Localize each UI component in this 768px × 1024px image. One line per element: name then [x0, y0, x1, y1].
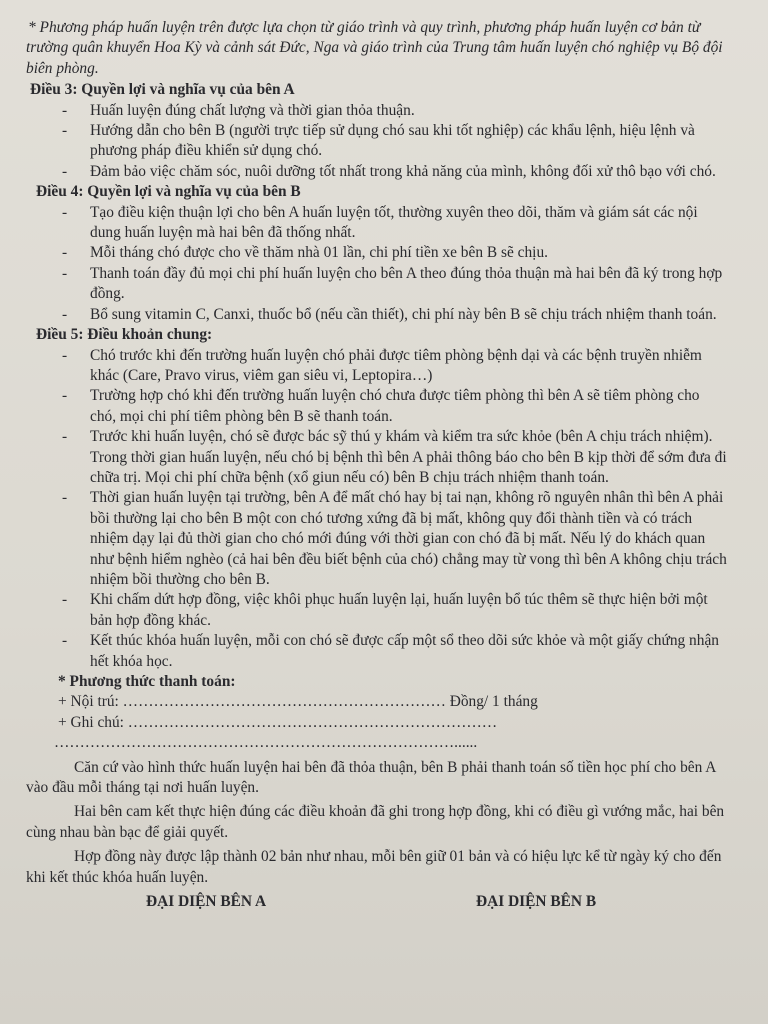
list-item — [26, 346, 728, 387]
dash-bullet: - — [62, 591, 68, 609]
article-4-heading: Điều 4: Quyền lợi và nghĩa vụ của bên B — [36, 183, 301, 201]
payment-heading: * Phương thức thanh toán: — [58, 673, 236, 690]
dash-bullet: - — [62, 244, 68, 262]
validity-paragraph: Hợp đồng này được lập thành 02 bản như nhau, mỗi bên giữ 01 bản và có hiệu lực kể từ ngày ký cho đến khi kết thúc khóa huấn luyện. — [26, 848, 722, 886]
list-item — [26, 427, 728, 488]
list-item-text: Trường hợp chó khi đến trường huấn luyện chó chưa được tiêm phòng thì bên A sẽ tiêm phòng cho chó, mọi chi phí tiêm phòng bên B sẽ thanh toán. — [90, 387, 700, 425]
list-item — [26, 590, 728, 631]
article-4-list — [26, 203, 728, 325]
party-a-representative: ĐẠI DIỆN BÊN A — [146, 893, 267, 911]
list-item-text: Kết thúc khóa huấn luyện, mỗi con chó sẽ được cấp một sổ theo dõi sức khỏe và một giấy chứng nhận hết khóa học. — [90, 632, 719, 670]
article-5-heading: Điều 5: Điều khoản chung: — [36, 326, 213, 344]
dash-bullet: - — [62, 632, 68, 650]
article-3-list — [26, 101, 728, 183]
list-item-text: Hướng dẫn cho bên B (người trực tiếp sử dụng chó sau khi tốt nghiệp) các khẩu lệnh, hiệu lệnh và phương pháp điều khiển sử dụng chó. — [90, 122, 695, 160]
list-item-text: Đảm bảo việc chăm sóc, nuôi dưỡng tốt nhất trong khả năng của mình, không đối xử thô bạo với chó. — [90, 162, 716, 180]
list-item-text: Chó trước khi đến trường huấn luyện chó phải được tiêm phòng bệnh dại và các bệnh truyền nhiễm khác (Care, Pravo virus, viêm gan siêu vi, Leptopira…) — [90, 346, 702, 384]
dash-bullet: - — [62, 162, 68, 180]
list-item — [26, 162, 728, 182]
list-item — [26, 121, 728, 162]
dash-bullet: - — [62, 203, 68, 221]
list-item-text: Mỗi tháng chó được cho về thăm nhà 01 lần, chi phí tiền xe bên B sẽ chịu. — [90, 244, 548, 262]
signature-row — [26, 892, 728, 922]
commitment-paragraph: Hai bên cam kết thực hiện đúng các điều khoản đã ghi trong hợp đồng, khi có điều gì vướng mắc, hai bên cùng nhau bàn bạc để giải quyết. — [26, 803, 725, 841]
list-item — [26, 203, 728, 244]
article-3-heading: Điều 3: Quyền lợi và nghĩa vụ của bên A — [30, 81, 295, 99]
list-item-text: Tạo điều kiện thuận lợi cho bên A huấn luyện tốt, thường xuyên theo dõi, thăm và giám sát các nội dung huấn luyện mà hai bên đã thống nhất. — [90, 203, 698, 242]
intro-note: * Phương pháp huấn luyện trên được lựa chọn từ giáo trình và quy trình, phương pháp huấn luyện cơ bản từ trường quân khuyển Hoa Kỳ và cảnh sát Đức, Nga và giáo trình của Trung tâm huấn luyện chó nghiệp vụ Bộ đội biên phòng. — [26, 19, 723, 77]
party-b-representative: ĐẠI DIỆN BÊN B — [476, 893, 597, 911]
list-item — [26, 488, 728, 590]
list-item — [26, 264, 728, 305]
boarding-fee-line: + Nội trú: ……………………………………………………… Đồng/ 1 tháng — [58, 693, 538, 711]
list-item — [26, 243, 728, 263]
dash-bullet: - — [62, 122, 68, 140]
dash-bullet: - — [62, 264, 68, 282]
list-item-text: Bổ sung vitamin C, Canxi, thuốc bổ (nếu cần thiết), chi phí này bên B sẽ chịu trách nhiệm thanh toán. — [90, 305, 717, 323]
dash-bullet: - — [62, 305, 68, 323]
list-item — [26, 101, 728, 121]
list-item-text: Thanh toán đầy đủ mọi chi phí huấn luyện cho bên A theo đúng thỏa thuận mà hai bên đã ký trong hợp đồng. — [90, 264, 723, 303]
list-item — [26, 631, 728, 672]
list-item — [26, 386, 728, 427]
dash-bullet: - — [62, 387, 68, 405]
blank-dotted-line: ……………………………………………………………………...... — [54, 734, 478, 752]
dash-bullet: - — [62, 346, 68, 364]
dash-bullet: - — [62, 489, 68, 507]
article-5-list — [26, 346, 728, 673]
list-item — [26, 305, 728, 325]
list-item-text: Thời gian huấn luyện tại trường, bên A để mất chó hay bị tai nạn, không rõ nguyên nhân thì bên A phải bồi thường lại cho bên B một con chó tương xứng đã bị mất, không quy đổi thành tiền và có trách nhiệm dạy lại đủ thời gian cho chó mới đúng với thời gian con chó đã bị mất. Nếu lý do khách quan như bệnh hiểm nghèo (cả hai bên đều biết bệnh của chó) chẳng may từ vong thì bên A không chịu trách nhiệm bồi thường cho bên B. — [90, 489, 727, 588]
list-item-text: Huấn luyện đúng chất lượng và thời gian thỏa thuận. — [90, 101, 415, 119]
payment-terms-paragraph: Căn cứ vào hình thức huấn luyện hai bên đã thỏa thuận, bên B phải thanh toán số tiền học phí cho bên A vào đầu mỗi tháng tại nơi huấn luyện. — [26, 758, 716, 797]
dash-bullet: - — [62, 428, 68, 446]
list-item-text: Trước khi huấn luyện, chó sẽ được bác sỹ thú y khám và kiểm tra sức khỏe (bên A chịu trách nhiệm). Trong thời gian huấn luyện, nếu chó bị bệnh thì bên A phải thông báo cho bên B kịp thời để sớm đưa đi chữa trị. Mọi chi phí chữa bệnh (xổ giun nếu có) bên B chịu trách nhiệm thanh toán. — [90, 428, 727, 486]
dash-bullet: - — [62, 101, 68, 119]
list-item-text: Khi chấm dứt hợp đồng, việc khôi phục huấn luyện lại, huấn luyện bổ túc thêm sẽ thực hiện bởi một bản hợp đồng khác. — [90, 591, 708, 629]
note-line: + Ghi chú: ……………………………………………………………… — [58, 713, 498, 731]
